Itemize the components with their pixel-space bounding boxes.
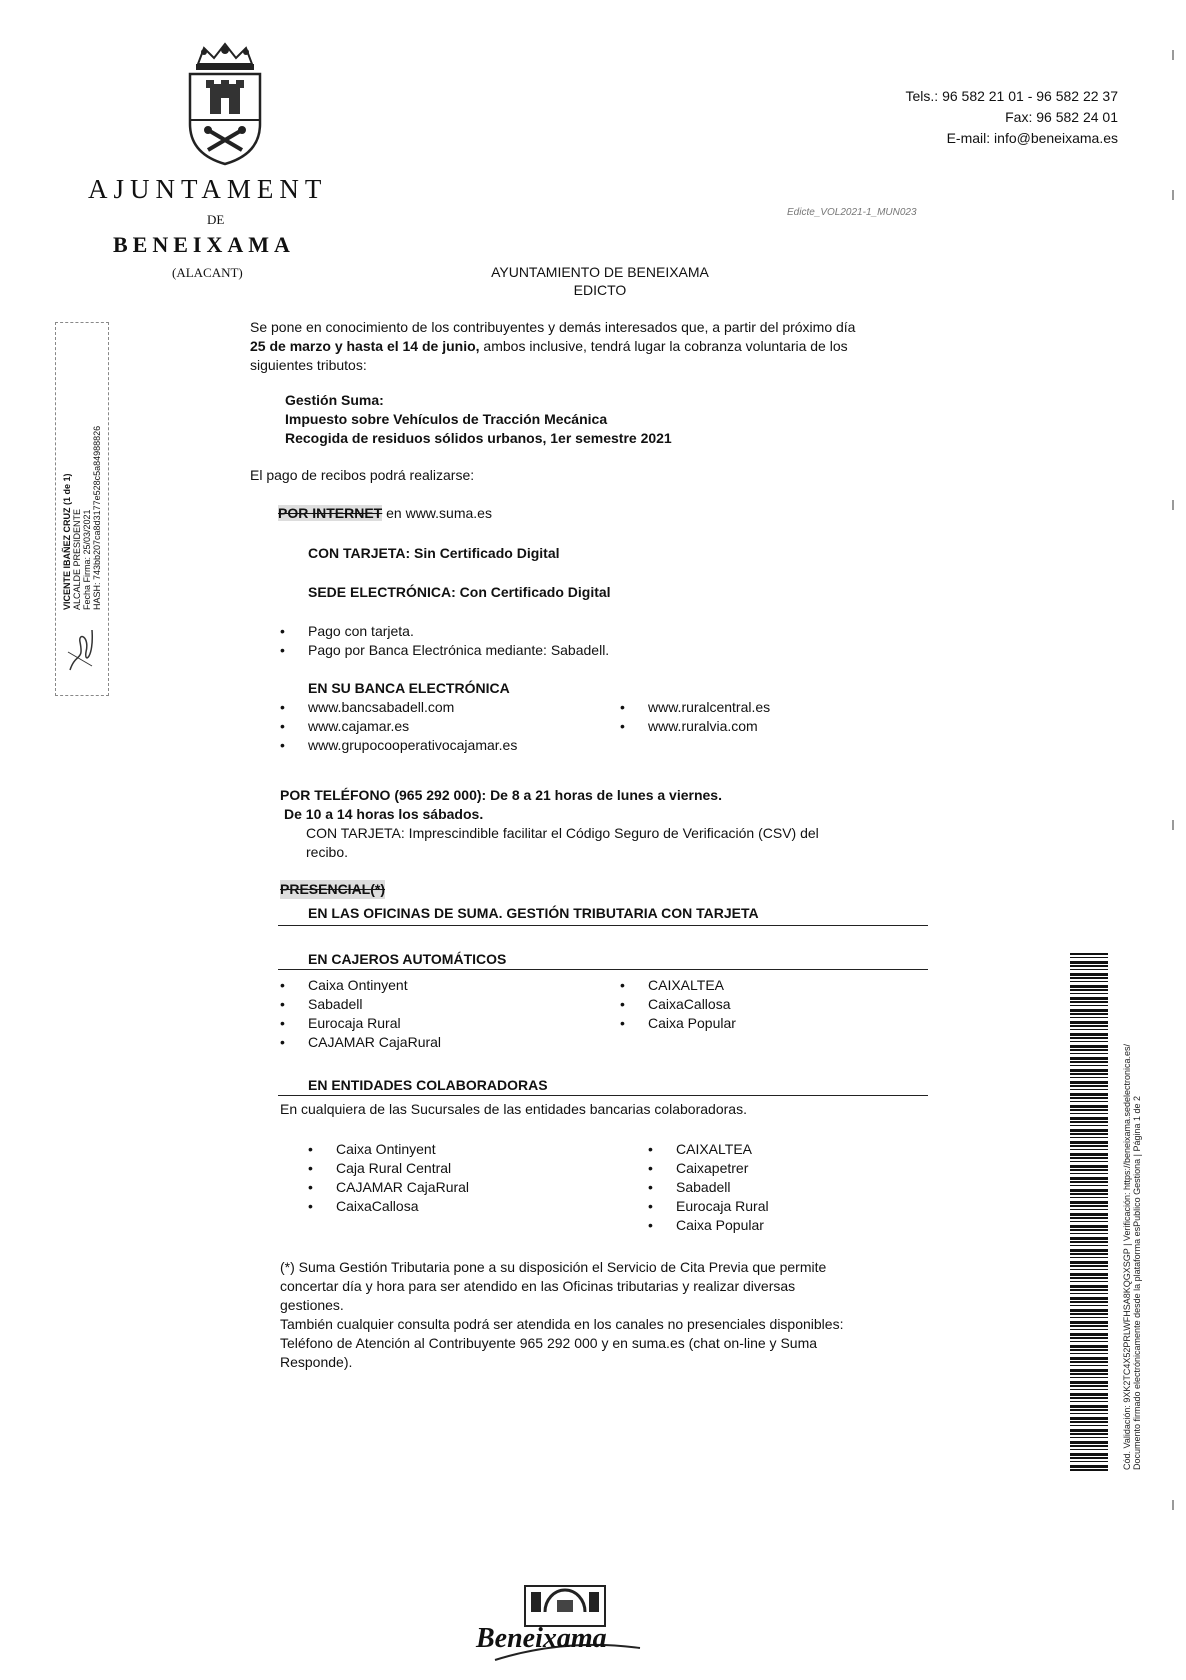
entidades-heading: EN ENTIDADES COLABORADORAS [308, 1077, 548, 1093]
note-line: gestiones. [280, 1297, 344, 1313]
signature-hash: HASH: 743bb207ca8d3177e528c5a84988826 [92, 425, 102, 610]
list-item: • CaixaCallosa [308, 1197, 469, 1216]
intro-line3: siguientes tributos: [250, 357, 367, 373]
municipality-name-line1: AJUNTAMENT [88, 174, 328, 204]
barcode-icon [1070, 953, 1108, 1473]
cita-previa-note [280, 1258, 930, 1372]
list-item: • Caixa Ontinyent [280, 976, 441, 995]
entidades-list-right [648, 1140, 769, 1235]
intro-line2-rest: ambos inclusive, tendrá lugar la cobranza voluntaria de los [479, 338, 848, 354]
cajeros-list-left [280, 976, 441, 1052]
contact-block [906, 86, 1119, 149]
presencial-label: PRESENCIAL(*) [280, 881, 386, 897]
list-item: • www.ruralvia.com [620, 717, 770, 736]
phone-line3: CON TARJETA: Imprescindible facilitar el Código Seguro de Verificación (CSV) del [306, 825, 819, 841]
intro-dates: 25 de marzo y hasta el 14 de junio, [250, 338, 480, 354]
handwritten-signature-icon [62, 622, 102, 677]
list-item: • Caixa Popular [648, 1216, 769, 1235]
list-item: • Caja Rural Central [308, 1159, 469, 1178]
list-item: • Sabadell [280, 995, 441, 1014]
validation-platform: Documento firmado electrónicamente desde la plataforma esPublico Gestiona | Página 1 de 2 [1132, 1095, 1142, 1470]
scan-mark [1172, 190, 1174, 200]
municipality-name-line2: DE [207, 212, 225, 227]
phone-line1: POR TELÉFONO (965 292 000): De 8 a 21 horas de lunes a viernes. [280, 787, 722, 803]
cajeros-heading: EN CAJEROS AUTOMÁTICOS [308, 951, 507, 967]
tax-item: Impuesto sobre Vehículos de Tracción Mecánica [285, 411, 608, 427]
signature-text [62, 426, 102, 610]
signer-role: ALCALDE PRESIDENTE [72, 508, 82, 610]
fax-number: Fax: 96 582 24 01 [1005, 109, 1118, 125]
note-line: Responde). [280, 1354, 353, 1370]
list-item: • Caixa Ontinyent [308, 1140, 469, 1159]
scan-mark [1172, 1500, 1174, 1510]
list-item: • Eurocaja Rural [648, 1197, 769, 1216]
coat-of-arms-icon [180, 42, 270, 167]
intro-line1: Se pone en conocimiento de los contribuyentes y demás interesados que, a partir del próximo día [250, 319, 856, 335]
phone-line4: recibo. [306, 844, 349, 860]
tax-item: Gestión Suma: [285, 392, 384, 408]
list-item: • Sabadell [648, 1178, 769, 1197]
municipality-province: (ALACANT) [172, 265, 243, 280]
municipality-name-line3: BENEIXAMA [113, 232, 295, 257]
list-item: • Caixapetrer [648, 1159, 769, 1178]
document-reference: Edicte_VOL2021-1_MUN023 [787, 207, 917, 218]
divider [278, 969, 928, 970]
banca-list-right [620, 698, 770, 736]
list-item: • CAJAMAR CajaRural [308, 1178, 469, 1197]
signer-name: VICENTE IBAÑEZ CRUZ (1 de 1) [62, 473, 72, 610]
internet-bullets [280, 622, 609, 660]
internet-line [278, 504, 492, 523]
validation-side-text [1122, 1044, 1142, 1470]
payment-intro: El pago de recibos podrá realizarse: [250, 467, 475, 483]
taxes-list [285, 391, 672, 448]
phone-numbers: Tels.: 96 582 21 01 - 96 582 22 37 [905, 88, 1118, 104]
cajeros-list-right [620, 976, 736, 1033]
footer-logo-text: Beneixama [476, 1623, 607, 1654]
list-item: • www.ruralcentral.es [620, 698, 770, 717]
tax-item: Recogida de residuos sólidos urbanos, 1er semestre 2021 [285, 430, 672, 446]
phone-line2: De 10 a 14 horas los sábados. [284, 806, 484, 822]
scan-mark [1172, 820, 1174, 830]
scan-mark [1172, 500, 1174, 510]
signature-date: Fecha Firma: 25/03/2021 [82, 509, 92, 610]
list-item: • www.cajamar.es [280, 717, 517, 736]
list-item: • CAIXALTEA [620, 976, 736, 995]
title-line1: AYUNTAMIENTO DE BENEIXAMA [491, 264, 709, 280]
title-line2: EDICTO [573, 282, 627, 298]
divider [278, 925, 928, 926]
note-line: concertar día y hora para ser atendido en las Oficinas tributarias y realizar diversas [280, 1278, 796, 1294]
list-item: • www.grupocooperativocajamar.es [280, 736, 517, 755]
internet-url: en www.suma.es [382, 505, 492, 521]
entidades-desc: En cualquiera de las Sucursales de las entidades bancarias colaboradoras. [280, 1101, 747, 1117]
list-item: • Pago por Banca Electrónica mediante: Sabadell. [280, 641, 609, 660]
banca-list-left [280, 698, 517, 755]
offices-line: EN LAS OFICINAS DE SUMA. GESTIÓN TRIBUTARIA CON TARJETA [308, 905, 759, 921]
document-title [430, 263, 770, 299]
validation-code: Cód. Validación: 9XK2TC4X52PRLWFHSA8KQGXSGP | Verificación: https://beneixama.sedelectronica.es/ [1122, 1043, 1132, 1470]
scan-mark [1172, 50, 1174, 60]
intro-paragraph [250, 318, 950, 375]
intro-line2 [250, 337, 950, 356]
phone-section [280, 786, 930, 862]
note-line: (*) Suma Gestión Tributaria pone a su disposición el Servicio de Cita Previa que permite [280, 1259, 827, 1275]
entidades-list-left [308, 1140, 469, 1216]
card-option: CON TARJETA: Sin Certificado Digital [308, 545, 560, 561]
note-line: También cualquier consulta podrá ser atendida en los canales no presenciales disponibles: [280, 1316, 844, 1332]
note-line: Teléfono de Atención al Contribuyente 965 292 000 y en suma.es (chat on-line y Suma [280, 1335, 818, 1351]
banca-heading: EN SU BANCA ELECTRÓNICA [308, 680, 510, 696]
list-item: • Pago con tarjeta. [280, 622, 609, 641]
list-item: • CAJAMAR CajaRural [280, 1033, 441, 1052]
list-item: • Caixa Popular [620, 1014, 736, 1033]
email-address: E-mail: info@beneixama.es [946, 130, 1118, 146]
divider [278, 1095, 928, 1096]
list-item: • Eurocaja Rural [280, 1014, 441, 1033]
list-item: • CaixaCallosa [620, 995, 736, 1014]
list-item: • www.bancsabadell.com [280, 698, 517, 717]
sede-option: SEDE ELECTRÓNICA: Con Certificado Digital [308, 584, 611, 600]
list-item: • CAIXALTEA [648, 1140, 769, 1159]
internet-label: POR INTERNET [278, 505, 383, 521]
